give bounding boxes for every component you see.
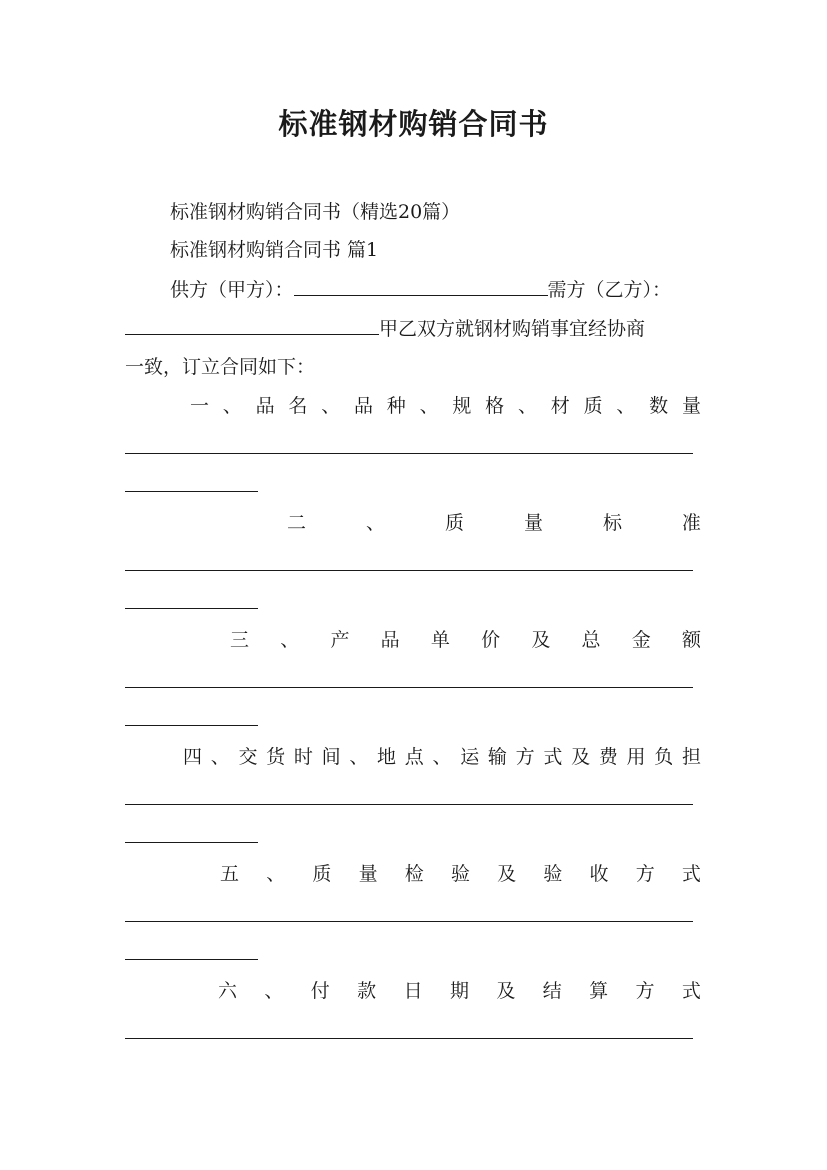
clause-heading-char: 及 [531,629,551,651]
document-title: 标准钢材购销合同书 [278,107,549,141]
clause-heading-char: 金 [631,629,651,651]
clause-heading-char: 名 [288,395,308,417]
clause-heading-char: 方 [635,980,655,1002]
clause-heading-char: 质 [444,512,464,534]
subtitle: 标准钢材购销合同书（精选20篇） [170,201,461,223]
clause-3-rule [125,687,693,688]
clause-heading-char: 期 [449,980,469,1002]
clause-heading-char: 质 [583,395,603,417]
clause-heading-char: 式 [543,746,563,768]
clause-heading-char: 种 [386,395,406,417]
clause-heading-char: 价 [481,629,501,651]
clause-heading-char: 二 [287,512,307,534]
clause-heading-char: 验 [450,863,470,885]
intro-tail: 甲乙双方就钢材购销事宜经协商 [379,318,646,340]
clause-heading-char: 数 [649,395,669,417]
clause-heading-char: 付 [310,980,330,1002]
clause-heading-char: 四 [183,746,203,768]
clause-5-rule-short [125,959,258,960]
clause-heading-char: 三 [230,629,250,651]
clause-4-rule [125,804,693,805]
clause-heading-char: 、 [222,395,242,417]
clause-6-rule [125,1038,693,1039]
clause-heading-char: 量 [681,395,701,417]
clause-5-rule [125,921,693,922]
clause-1-rule-short [125,491,258,492]
party-b-label: 需方（乙方）： [547,279,672,301]
clause-heading-2 [287,509,701,537]
clause-heading-3 [230,626,701,654]
clause-heading-char: 品 [255,395,275,417]
clause-heading-char: 检 [404,863,424,885]
clause-heading-char: 、 [321,395,341,417]
clause-heading-char: 总 [581,629,601,651]
clause-heading-char: 品 [353,395,373,417]
clause-heading-char: 格 [485,395,505,417]
clause-heading-char: 、 [365,512,385,534]
clause-heading-char: 一 [190,395,210,417]
clause-heading-char: 、 [616,395,636,417]
clause-heading-char: 点 [404,746,424,768]
clause-heading-char: 验 [543,863,563,885]
party-b-blank [125,314,379,335]
clause-1-rule [125,453,693,454]
clause-heading-char: 额 [681,629,701,651]
clause-heading-char: 、 [419,395,439,417]
clause-heading-char: 地 [377,746,397,768]
clause-heading-char: 及 [497,863,517,885]
clause-4-rule-short [125,842,258,843]
clause-heading-char: 、 [349,746,369,768]
clause-heading-6 [218,977,701,1005]
clause-heading-char: 及 [571,746,591,768]
party-a-blank [294,275,548,296]
clause-2-rule-short [125,608,258,609]
clause-heading-char: 、 [264,980,284,1002]
clause-heading-char: 交 [238,746,258,768]
clause-heading-char: 量 [523,512,543,534]
clause-heading-char: 材 [550,395,570,417]
clause-heading-char: 收 [589,863,609,885]
clause-heading-char: 运 [460,746,480,768]
clause-heading-char: 输 [487,746,507,768]
clause-heading-char: 量 [358,863,378,885]
intro-end: 一致，订立合同如下： [125,356,316,378]
clause-heading-char: 式 [681,980,701,1002]
clause-heading-char: 担 [681,746,701,768]
clause-heading-char: 用 [626,746,646,768]
clause-heading-char: 负 [654,746,674,768]
clause-heading-char: 、 [280,629,300,651]
clause-heading-char: 五 [220,863,240,885]
clause-heading-char: 、 [517,395,537,417]
clause-heading-char: 质 [312,863,332,885]
clause-heading-char: 方 [515,746,535,768]
clause-heading-4 [183,743,701,771]
clause-heading-char: 结 [542,980,562,1002]
party-a-label: 供方（甲方）： [170,279,294,301]
clause-heading-char: 方 [635,863,655,885]
intro-line [125,314,645,343]
clause-heading-char: 准 [681,512,701,534]
clause-3-rule-short [125,725,258,726]
clause-heading-char: 标 [602,512,622,534]
clause-heading-char: 单 [430,629,450,651]
clause-heading-char: 款 [357,980,377,1002]
clause-heading-5 [220,860,701,888]
clause-heading-char: 货 [266,746,286,768]
section-label: 标准钢材购销合同书 篇1 [170,239,379,261]
clause-heading-char: 六 [218,980,238,1002]
clause-heading-char: 、 [266,863,286,885]
clause-heading-char: 日 [403,980,423,1002]
clause-heading-char: 、 [210,746,230,768]
clause-heading-char: 、 [432,746,452,768]
clause-heading-char: 品 [380,629,400,651]
clause-heading-char: 产 [330,629,350,651]
clause-2-rule [125,570,693,571]
clause-heading-char: 及 [496,980,516,1002]
clause-heading-char: 费 [598,746,618,768]
clause-heading-char: 算 [589,980,609,1002]
clause-heading-char: 时 [293,746,313,768]
clause-heading-char: 式 [681,863,701,885]
clause-heading-1 [190,392,701,420]
party-line [170,275,671,304]
clause-heading-char: 间 [321,746,341,768]
clause-heading-char: 规 [452,395,472,417]
